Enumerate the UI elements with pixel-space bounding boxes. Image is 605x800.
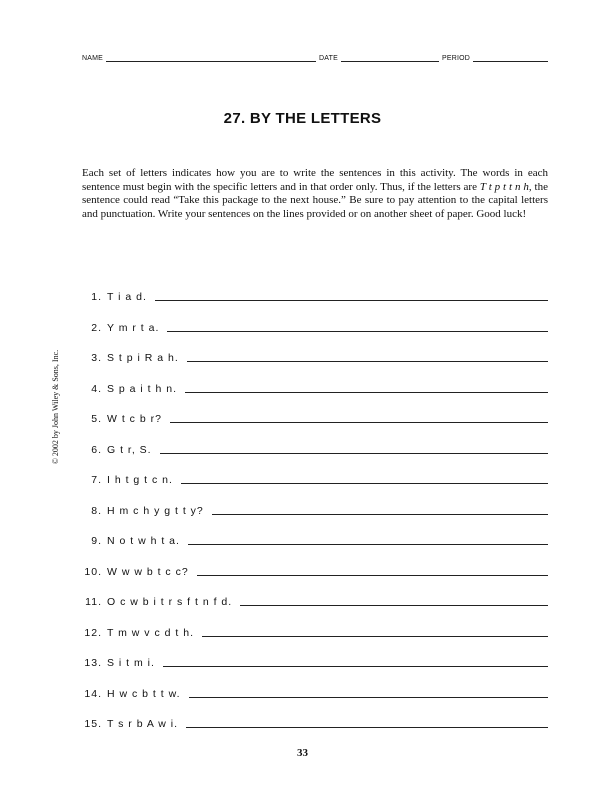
- date-line[interactable]: [341, 54, 439, 62]
- item-number: 15.: [84, 718, 102, 730]
- item-number: 14.: [84, 687, 102, 700]
- copyright-notice: © 2002 by John Wiley & Sons, Inc.: [51, 349, 60, 465]
- exercise-item: [82, 497, 548, 517]
- answer-line[interactable]: [155, 299, 548, 301]
- item-letters: T i a d.: [107, 291, 147, 303]
- item-letters: Y m r t a.: [107, 321, 160, 334]
- exercise-item: [82, 558, 548, 578]
- answer-line[interactable]: [181, 482, 548, 484]
- page-title: 27. BY THE LETTERS: [223, 110, 382, 127]
- answer-line[interactable]: [188, 543, 548, 545]
- item-letters: H m c h y g t t y?: [107, 504, 204, 517]
- instructions-part-2: the sentence could read “Take this package to the next house.” Be sure to pay attention to the capital letters and punctuation. Write your sentences on the lines provided or on another sheet of paper. Good luck!: [82, 180, 548, 221]
- item-letters: S i t m i.: [107, 657, 155, 669]
- item-number: 8.: [91, 504, 102, 517]
- exercise-item: [82, 375, 548, 395]
- answer-line[interactable]: [197, 574, 548, 576]
- exercise-item: [82, 466, 548, 486]
- exercise-item: [82, 283, 548, 303]
- exercise-item: [82, 344, 548, 364]
- instructions-part-1: Each set of letters indicates how you are to write the sentences in this activity. The words in each sentence must begin with the specific letters and in that order only. Thus, if the letters are: [82, 167, 548, 193]
- answer-line[interactable]: [167, 330, 548, 332]
- item-letters: W t c b r?: [107, 413, 162, 425]
- item-number: 1.: [91, 291, 102, 303]
- item-number: 9.: [91, 535, 102, 547]
- item-letters: W w w b t c c?: [107, 565, 189, 578]
- item-letters: S t p i R a h.: [107, 352, 179, 364]
- answer-line[interactable]: [240, 604, 548, 606]
- item-letters: T m w v c d t h.: [107, 626, 194, 639]
- name-label: NAME: [82, 55, 104, 62]
- item-number: 11.: [85, 596, 102, 608]
- item-number: 12.: [84, 626, 102, 639]
- item-number: 7.: [91, 474, 102, 486]
- exercise-item: [82, 588, 548, 608]
- exercise-item: [82, 619, 548, 639]
- name-line[interactable]: [106, 54, 316, 62]
- answer-line[interactable]: [170, 421, 548, 423]
- item-letters: T s r b A w i.: [107, 718, 178, 730]
- item-letters: N o t w h t a.: [107, 535, 180, 547]
- item-number: 6.: [91, 443, 102, 456]
- answer-line[interactable]: [212, 513, 548, 515]
- answer-line[interactable]: [163, 665, 548, 667]
- exercise-item: [82, 405, 548, 425]
- answer-line[interactable]: [202, 635, 548, 637]
- answer-line[interactable]: [189, 696, 548, 698]
- item-letters: I h t g t c n.: [107, 474, 173, 486]
- answer-line[interactable]: [160, 452, 548, 454]
- instructions: [82, 167, 548, 222]
- item-letters: G t r, S.: [107, 443, 152, 456]
- exercise-item: [82, 649, 548, 669]
- item-number: 4.: [91, 382, 102, 395]
- item-number: 2.: [91, 321, 102, 334]
- date-label: DATE: [319, 55, 338, 62]
- period-label: PERIOD: [441, 55, 471, 62]
- answer-line[interactable]: [187, 360, 548, 362]
- item-letters: S p a i t h n.: [107, 382, 178, 395]
- student-info-header: [82, 54, 548, 62]
- item-number: 10.: [84, 565, 102, 578]
- exercise-item: [82, 680, 548, 700]
- item-number: 5.: [91, 413, 102, 425]
- example-letters: T t p t t n h,: [479, 180, 532, 193]
- period-line[interactable]: [473, 54, 548, 62]
- exercise-item: [82, 527, 548, 547]
- exercise-item: [82, 314, 548, 334]
- exercise-item: [82, 710, 548, 730]
- page-number: 33: [297, 747, 308, 759]
- item-number: 3.: [91, 352, 102, 364]
- answer-line[interactable]: [186, 726, 548, 728]
- answer-line[interactable]: [185, 391, 548, 393]
- exercise-item: [82, 436, 548, 456]
- item-number: 13.: [84, 657, 102, 669]
- item-letters: O c w b i t r s f t n f d.: [107, 596, 233, 608]
- item-letters: H w c b t t w.: [107, 687, 181, 700]
